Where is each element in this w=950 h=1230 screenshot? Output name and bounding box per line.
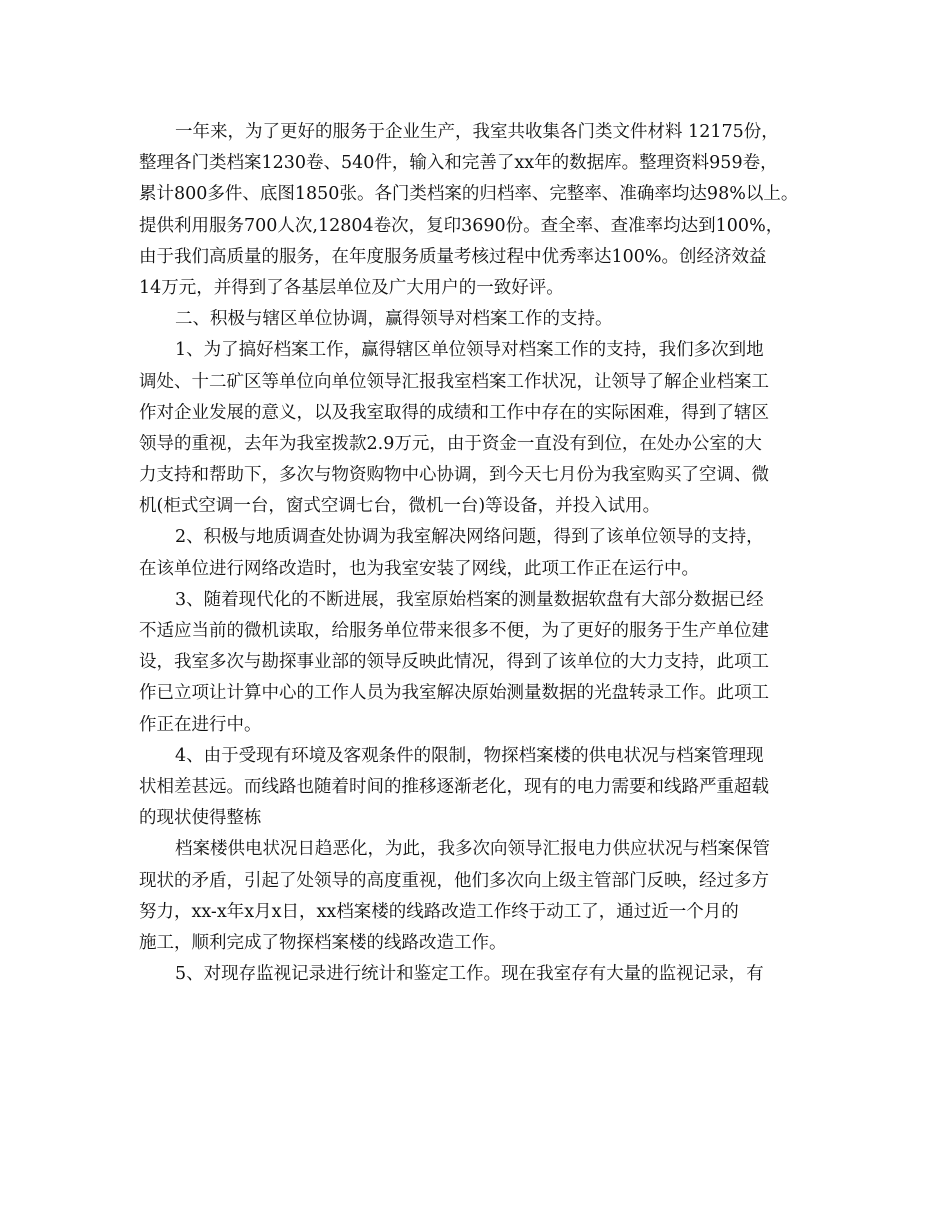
text-line: 3、随着现代化的不断进展，我室原始档案的测量数据软盘有大部分数据已经 (175, 589, 764, 610)
text-line: 作已立项让计算中心的工作人员为我室解决原始测量数据的光盘转录工作。此项工 (139, 683, 769, 704)
text-line: 一年来，为了更好的服务于企业生产，我室共收集各门类文件材料 12175份， (175, 122, 779, 142)
text-line: 1、为了搞好档案工作，赢得辖区单位领导对档案工作的支持，我们多次到地 (175, 340, 764, 361)
text-line: 领导的重视，去年为我室拨款2.9万元，由于资金一直没有到位，在处办公室的大 (139, 433, 762, 454)
text-line: 状相差甚远。而线路也随着时间的推移逐渐老化，现有的电力需要和线路严重超载 (139, 776, 769, 797)
text-line: 力支持和帮助下，多次与物资购物中心协调，到今天七月份为我室购买了空调、微 (139, 465, 769, 486)
text-line: 档案楼供电状况日趋恶化，为此，我多次向领导汇报电力供应状况与档案保管 (175, 839, 770, 860)
document-body (139, 117, 829, 990)
text-line: 机(柜式空调一台，窗式空调七台，微机一台)等设备，并投入试用。 (139, 496, 661, 517)
text-line: 5、对现存监视记录进行统计和鉴定工作。现在我室存有大量的监视记录，有 (175, 964, 764, 985)
text-line: 在该单位进行网络改造时，也为我室安装了网线，此项工作正在运行中。 (139, 558, 699, 579)
text-line: 二、积极与辖区单位协调，赢得领导对档案工作的支持。 (175, 309, 613, 330)
text-line: 由于我们高质量的服务，在年度服务质量考核过程中优秀率达100%。创经济效益 (139, 246, 767, 267)
text-line: 施工，顺利完成了物探档案楼的线路改造工作。 (139, 932, 507, 953)
text-line: 整理各门类档案1230卷、540件，输入和完善了xx年的数据库。整理资料959卷， (139, 153, 778, 174)
text-line: 不适应当前的微机读取，给服务单位带来很多不便，为了更好的服务于生产单位建 (139, 621, 769, 641)
text-line: 提供利用服务700人次,12804卷次，复印3690份。查全率、查准率均达到100%， (139, 215, 784, 236)
text-line: 4、由于受现有环境及客观条件的限制，物探档案楼的供电状况与档案管理现 (175, 745, 764, 766)
text-line: 作正在进行中。 (139, 714, 262, 735)
text-line: 现状的矛盾，引起了处领导的高度重视，他们多次向上级主管部门反映，经过多方 (139, 870, 769, 891)
text-line: 累计800多件、底图1850张。各门类档案的归档率、完整率、准确率均达98%以上。 (139, 184, 799, 205)
text-line: 作对企业发展的意义，以及我室取得的成绩和工作中存在的实际困难，得到了辖区 (139, 402, 769, 423)
text-line: 14万元，并得到了各基层单位及广大用户的一致好评。 (139, 277, 564, 298)
text-line: 努力，xx-x年x月x日，xx档案楼的线路改造工作终于动工了，通过近一个月的 (139, 901, 739, 922)
text-line: 调处、十二矿区等单位向单位领导汇报我室档案工作状况，让领导了解企业档案工 (139, 371, 769, 392)
text-line: 的现状使得整栋 (139, 808, 262, 829)
text-line: 2、积极与地质调查处协调为我室解决网络问题，得到了该单位领导的支持， (175, 527, 764, 548)
text-line: 设，我室多次与勘探事业部的领导反映此情况，得到了该单位的大力支持，此项工 (139, 652, 769, 673)
